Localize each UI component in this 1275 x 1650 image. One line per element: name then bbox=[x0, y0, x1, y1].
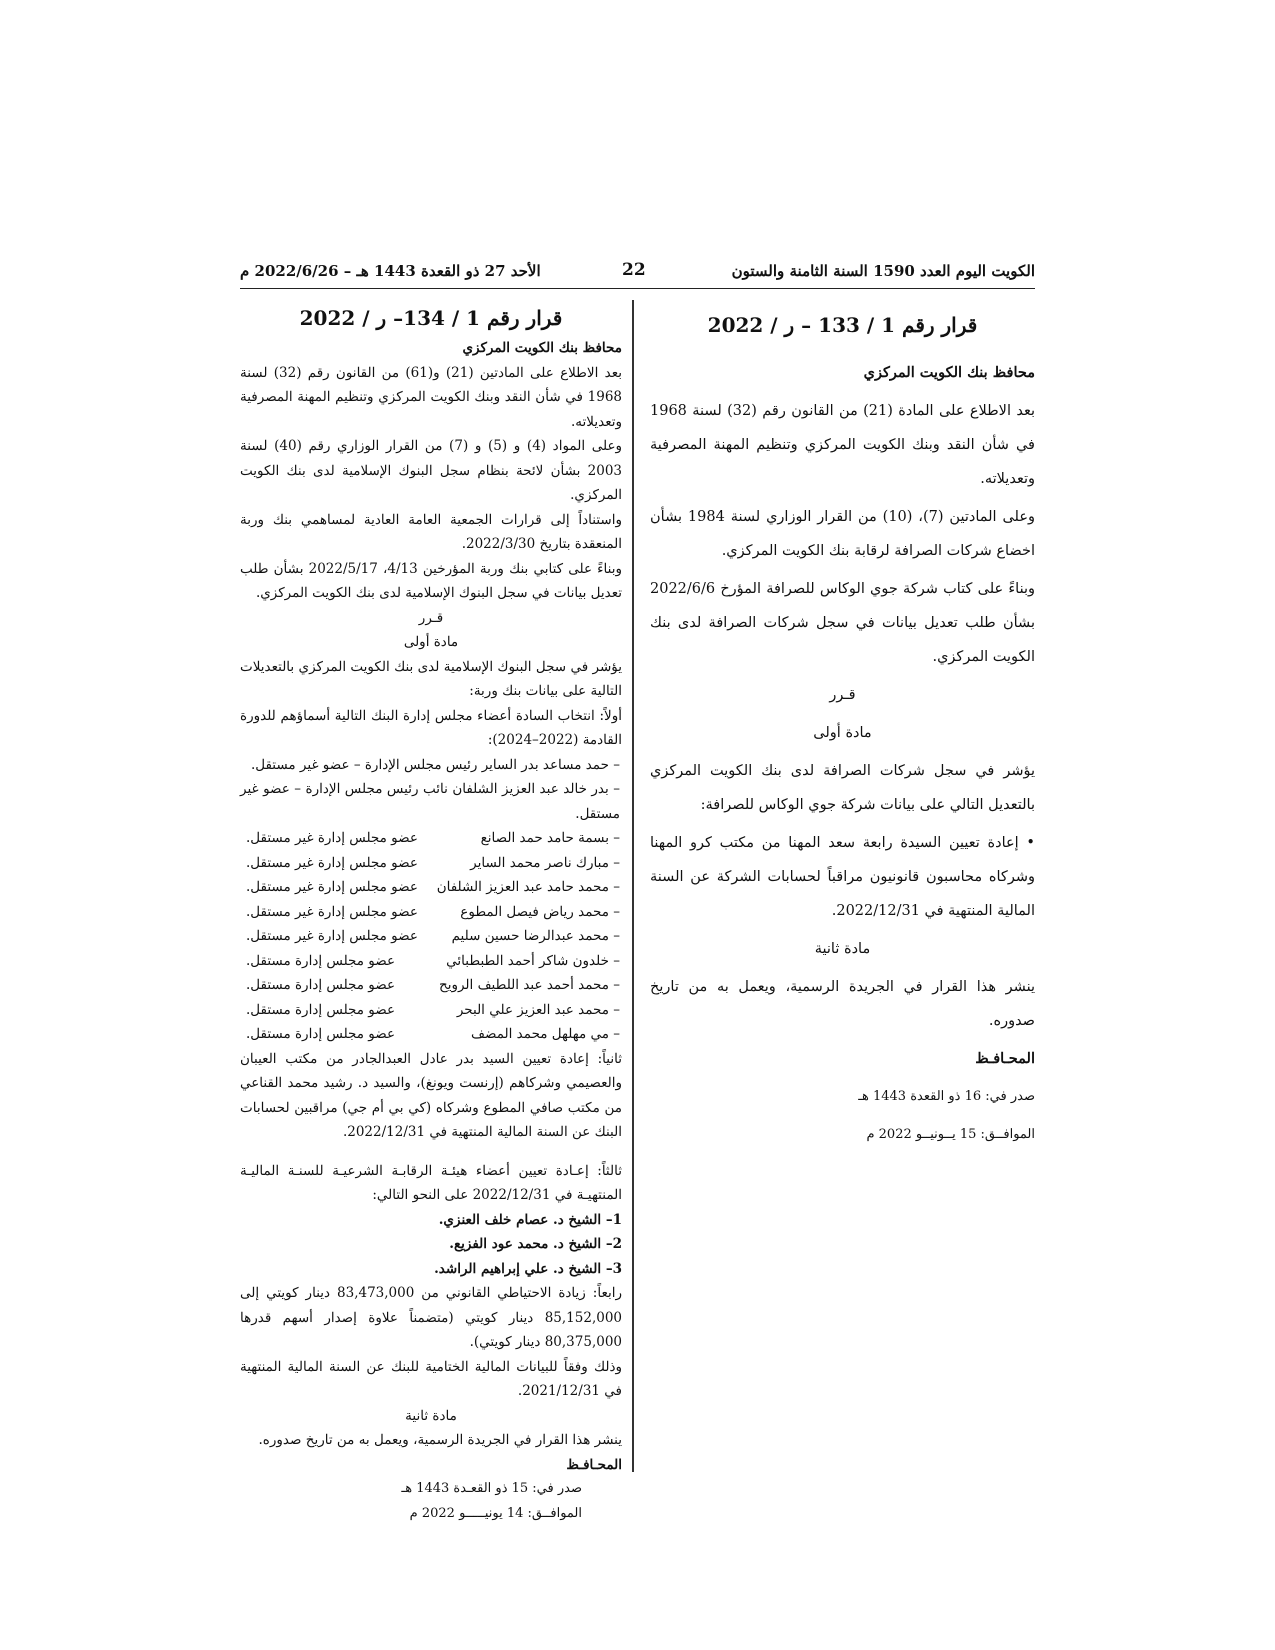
decision-133-bullet-text: إعادة تعيين السيدة رابعة سعد المهنا من مكتب كرو المهنا وشركاه محاسبون قانونيون مراقباً لحسابات الشركة عن السنة المالية المنتهية في 2022/12/31. bbox=[650, 835, 1035, 919]
header-issue-info: الكويت اليوم العدد 1590 السنة الثامنة والستون bbox=[731, 262, 1035, 280]
board-member-name: – محمد أحمد عبد اللطيف الرويح bbox=[438, 977, 620, 993]
board-member bbox=[240, 875, 622, 900]
board-member-status: عضو مجلس إدارة مستقل. bbox=[246, 977, 396, 993]
decision-133-preamble-2: وعلى المادتين (7)، (10) من القرار الوزاري لسنة 1984 بشأن اخضاع شركات الصرافة لرقابة بنك الكويت المركزي. bbox=[650, 509, 1035, 559]
board-chairman: – حمد مساعد بدر الساير رئيس مجلس الإدارة – عضو غير مستقل. bbox=[250, 756, 620, 773]
decision-134-fourth: رابعاً: زيادة الاحتياطي القانوني من 83,473,000 دينار كويتي إلى 85,152,000 دينار كويتي (متضمناً علاوة إصدار أسهم قدرها 80,375,000 دينار كويتي). bbox=[240, 1285, 622, 1350]
board-member-status: عضو مجلس إدارة غير مستقل. bbox=[246, 830, 418, 846]
column-divider bbox=[632, 300, 634, 1472]
board-member-status: عضو مجلس إدارة غير مستقل. bbox=[246, 903, 418, 920]
page-number: 22 bbox=[622, 260, 646, 280]
decision-134-article-2-title: مادة ثانية bbox=[405, 1407, 457, 1424]
board-member bbox=[240, 1022, 622, 1047]
decision-133-corresponding: الموافــق: 15 يــونيــو 2022 م bbox=[866, 1127, 1035, 1142]
sharia-member: 1– الشيخ د. عصام خلف العنزي. bbox=[438, 1211, 622, 1228]
decision-134-fourth-cont: وذلك وفقاً للبيانات المالية الختامية للبنك عن السنة المالية المنتهية في 2021/12/31. bbox=[240, 1358, 622, 1399]
board-member-status: عضو مجلس إدارة مستقل. bbox=[246, 1026, 396, 1042]
board-member bbox=[240, 998, 622, 1023]
sharia-member: 2– الشيخ د. محمد عود الفزيع. bbox=[449, 1236, 622, 1252]
board-member-status: عضو مجلس إدارة غير مستقل. bbox=[246, 879, 418, 895]
board-member bbox=[240, 973, 622, 998]
decision-134-article-2-text: ينشر هذا القرار في الجريدة الرسمية، ويعمل به من تاريخ صدوره. bbox=[258, 1432, 622, 1448]
decision-133 bbox=[650, 300, 1035, 1156]
decision-134-preamble-4: وبناءً على كتابي بنك وربة المؤرخين 4/13، 2022/5/17 بشأن طلب تعديل بيانات في سجل البنوك الإسلامية لدى بنك الكويت المركزي. bbox=[240, 560, 622, 601]
board-member bbox=[240, 900, 622, 925]
decision-133-title: قرار رقم 1 / 133 – ر / 2022 bbox=[707, 313, 978, 337]
board-member-name: – محمد رياض فيصل المطوع bbox=[460, 903, 620, 920]
decision-133-article-2-text: ينشر هذا القرار في الجريدة الرسمية، ويعمل به من تاريخ صدوره. bbox=[650, 979, 1035, 1029]
decision-133-issued-at: صدر في: 16 ذو القعدة 1443 هـ bbox=[858, 1089, 1035, 1104]
decision-133-article-1-title: مادة أولى bbox=[813, 725, 872, 741]
decision-134-article-1-text: يؤشر في سجل البنوك الإسلامية لدى بنك الكويت المركزي بالتعديلات التالية على بيانات بنك وربة: bbox=[240, 658, 622, 699]
decision-133-article-1-bullet: • إعادة تعيين السيدة رابعة سعد المهنا من مكتب كرو المهنا وشركاه محاسبون قانونيون مراقباً لحسابات الشركة عن السنة المالية المنتهية في 2022/12/31. bbox=[650, 835, 1035, 919]
board-member-status: عضو مجلس إدارة غير مستقل. bbox=[246, 928, 418, 944]
board-member-status: عضو مجلس إدارة مستقل. bbox=[246, 1001, 396, 1018]
decision-134-first: أولاً: انتخاب السادة أعضاء مجلس إدارة البنك التالية أسماؤهم للدورة القادمة (2022–2024): bbox=[240, 707, 622, 748]
board-members-list bbox=[240, 826, 622, 1047]
header-date: الأحد 27 ذو القعدة 1443 هـ – 2022/6/26 م bbox=[240, 262, 541, 280]
board-member bbox=[240, 949, 622, 974]
board-member bbox=[240, 826, 622, 851]
board-member-status: عضو مجلس إدارة غير مستقل. bbox=[246, 854, 418, 871]
board-member-status: عضو مجلس إدارة مستقل. bbox=[246, 952, 396, 969]
board-member-name: – خلدون شاكر أحمد الطبطبائي bbox=[446, 952, 620, 969]
decision-134-preamble-2: وعلى المواد (4) و (5) و (7) من القرار الوزاري رقم (40) لسنة 2003 بشأن لائحة بنظام سجل البنوك الإسلامية لدى بنك الكويت المركزي. bbox=[240, 438, 623, 503]
board-member-name: – مبارك ناصر محمد الساير bbox=[470, 854, 620, 871]
decision-134-preamble-3: واستناداً إلى قرارات الجمعية العامة العادية لمساهمي بنك وربة المنعقدة بتاريخ 2022/3/30. bbox=[240, 511, 622, 552]
decision-134-issuer: محافظ بنك الكويت المركزي bbox=[462, 340, 622, 356]
decision-133-preamble-3: وبناءً على كتاب شركة جوي الوكاس للصرافة المؤرخ 2022/6/6 بشأن طلب تعديل بيانات في سجل شركات الصرافة لدى بنك الكويت المركزي. bbox=[650, 581, 1035, 665]
decision-133-signature: المحـافـظ bbox=[975, 1050, 1035, 1067]
board-vice-chairman: – بدر خالد عبد العزيز الشلفان نائب رئيس مجلس الإدارة – عضو غير مستقل. bbox=[240, 781, 620, 822]
decision-134-third: ثالثاً: إعـادة تعيين أعضاء هيئـة الرقابـة الشرعيـة للسنـة الماليـة المنتهيـة في 2022/12/31 على النحو التالي: bbox=[240, 1162, 622, 1203]
decision-134-signature: المحـافـظ bbox=[566, 1456, 622, 1473]
decision-134 bbox=[240, 300, 622, 1526]
board-member-name: – بسمة حامد حمد الصانع bbox=[480, 830, 620, 846]
decision-134-preamble-1: بعد الاطلاع على المادتين (21) و(61) من القانون رقم (32) لسنة 1968 في شأن النقد وبنك الكويت المركزي وتنظيم المهنة المصرفية وتعديلاته. bbox=[240, 364, 622, 430]
board-member-name: – محمد عبد العزيز علي البحر bbox=[456, 1001, 620, 1018]
decision-133-preamble-1: بعد الاطلاع على المادة (21) من القانون رقم (32) لسنة 1968 في شأن النقد وبنك الكويت المركزي وتنظيم المهنة المصرفية وتعديلاته. bbox=[650, 403, 1035, 487]
page-header bbox=[240, 258, 1035, 289]
decision-133-issuer: محافظ بنك الكويت المركزي bbox=[863, 364, 1035, 381]
board-member-name: – محمد عبدالرضا حسين سليم bbox=[451, 928, 620, 944]
spacer bbox=[240, 1145, 622, 1159]
decision-133-decided: قـرر bbox=[829, 687, 856, 703]
sharia-member: 3– الشيخ د. علي إبراهيم الراشد. bbox=[434, 1260, 622, 1277]
board-member bbox=[240, 851, 622, 876]
board-member bbox=[240, 924, 622, 949]
decision-134-corresponding: الموافــق: 14 يونيـــــو 2022 م bbox=[409, 1505, 582, 1521]
decision-134-second: ثانياً: إعادة تعيين السيد بدر عادل العبدالجادر من مكتب العيبان والعصيمي وشركاهم (إرنست ويونغ)، والسيد د. رشيد محمد القناعي من مكتب صافي المطوع وشركاه (كي بي أم جي) مراقبين لحسابات البنك عن السنة المالية المنتهية في 2022/12/31. bbox=[240, 1050, 622, 1140]
decision-133-article-1-text: يؤشر في سجل شركات الصرافة لدى بنك الكويت المركزي بالتعديل التالي على بيانات شركة جوي الوكاس للصرافة: bbox=[650, 763, 1035, 813]
decision-134-title: قرار رقم 1 / 134– ر / 2022 bbox=[299, 306, 563, 330]
board-member-name: – مي مهلهل محمد المضف bbox=[471, 1026, 620, 1042]
decision-134-article-1-title: مادة أولى bbox=[403, 634, 459, 650]
decision-134-decided: قـرر bbox=[418, 609, 444, 626]
decision-134-issued-at: صدر في: 15 ذو القعـدة 1443 هـ bbox=[401, 1481, 582, 1496]
decision-133-article-2-title: مادة ثانية bbox=[814, 941, 871, 957]
board-member-name: – محمد حامد عبد العزيز الشلفان bbox=[436, 879, 620, 895]
